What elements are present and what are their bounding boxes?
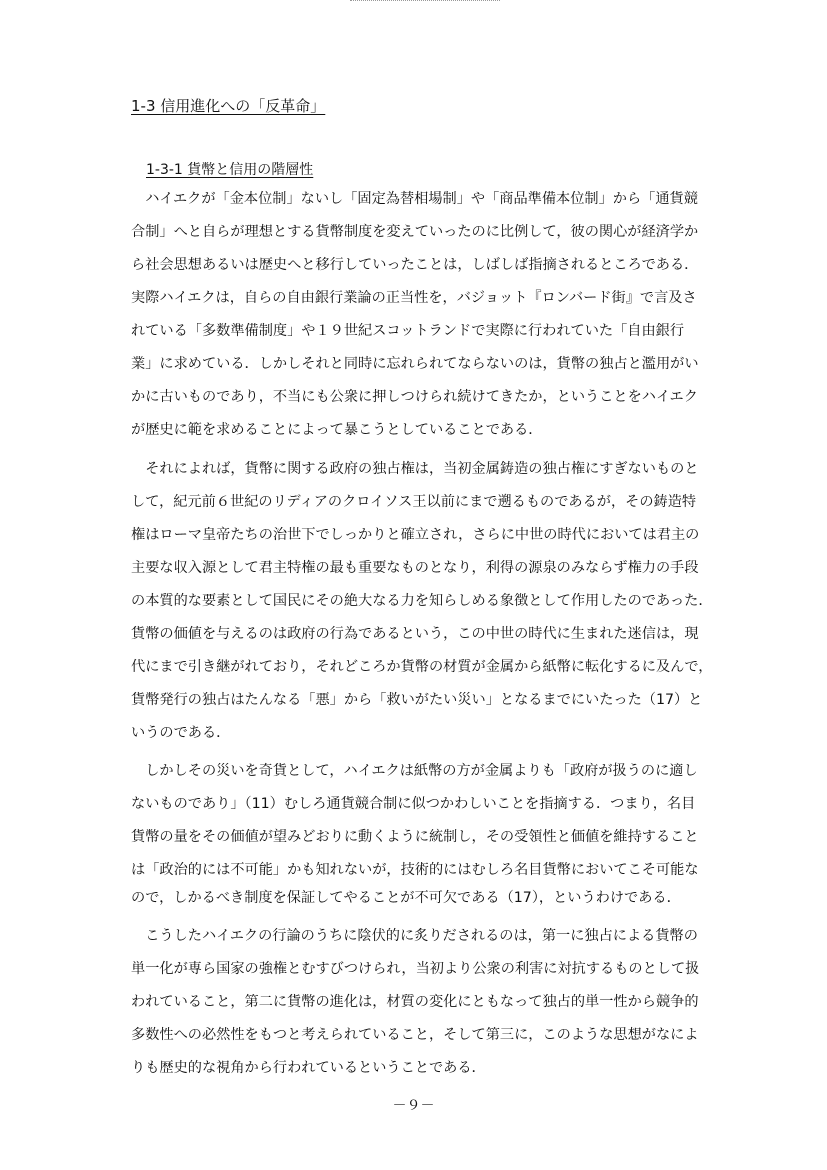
text-line: は「政治的には不可能」かも知れないが，技術的にはむしろ名目貨幣においてこそ可能な [131,862,699,878]
text-line: われていること，第二に貨幣の進化は，材質の変化にともなって独占的単一性から競争的 [131,994,699,1010]
text-line: こうしたハイエクの行論のうちに陰伏的に炙りだされるのは，第一に独占による貨幣の [131,928,698,944]
text-line: 貨幣の価値を与えるのは政府の行為であるという，この中世の時代に生まれた迷信は，現 [131,626,699,642]
text-line: ら社会思想あるいは歴史へと移行していったことは，しばしば指摘されるところである． [131,257,699,273]
text-line: 代にまで引き継がれており，それどころか貨幣の材質が金属から紙幣に転化するに及んで， [131,659,713,675]
text-line: 多数性への必然性をもつと考えられていること，そして第三に，このような思想がなによ [131,1027,699,1043]
text-line: かに古いものであり，不当にも公衆に押しつけられ続けてきたか，ということをハイエク [131,389,698,405]
text-line: 貨幣発行の独占はたんなる「悪」から「救いがたい災い」となるまでにいたった（17）と [131,692,703,708]
section-heading: 1-3 信用進化への「反革命」 [131,97,326,115]
page-number: －９－ [392,1098,435,1114]
text-line: ないものであり」（11）むしろ通貨競合制に似つかわしいことを指摘する．つまり，名目 [131,796,696,812]
text-line: が歴史に範を求めることによって暴こうとしていることである． [131,422,543,438]
text-line: いうのである． [131,725,231,741]
text-line: 貨幣の量をその価値が望みどおりに動くように統制し，その受領性と価値を維持すること [131,829,699,845]
text-line: 単一化が専ら国家の強権とむすびつけられ，当初より公衆の利害に対抗するものとして扱 [131,961,700,977]
text-line: れている「多数準備制度」や１９世紀スコットランドで実際に行われていた「自由銀行 [131,323,685,339]
text-line: 権はローマ皇帝たちの治世下でしっかりと確立され，さらに中世の時代においては君主の [131,527,700,543]
text-line: して，紀元前６世紀のリディアのクロイソス王以前にまで遡るものであるが，その鋳造特 [131,494,697,510]
text-line: しかしその災いを奇貨として，ハイエクは紙幣の方が金属よりも「政府が扱うのに適し [131,763,698,779]
scan-artifact-marks [350,0,500,5]
text-line: りも歴史的な視角から行われているということである． [131,1060,486,1076]
text-line: 実際ハイエクは，自らの自由銀行業論の正当性を，バジョット『ロンバード街』で言及さ [131,290,697,306]
text-line: の本質的な要素として国民にその絶大なる力を知らしめる象徴として作用したのであった． [131,593,713,609]
text-line: ので，しかるべき制度を保証してやることが不可欠である（17），というわけである． [131,890,681,906]
text-line: ハイエクが「金本位制」ないし「固定為替相場制」や「商品準備本位制」から「通貨競 [131,191,698,207]
sub-heading: 1-3-1 貨幣と信用の階層性 [146,162,314,178]
text-line: 業」に求めている．しかしそれと同時に忘れられてならないのは，貨幣の独占と濫用がい [131,356,699,372]
text-line: それによれば，貨幣に関する政府の独占権は，当初金属鋳造の独占権にすぎないものと [131,461,699,477]
text-line: 合制」へと自らが理想とする貨幣制度を変えていったのに比例して，彼の関心が経済学か [131,224,699,240]
text-line: 主要な収入源として君主特権の最も重要なものとなり，利得の源泉のみならず権力の手段 [131,560,699,576]
